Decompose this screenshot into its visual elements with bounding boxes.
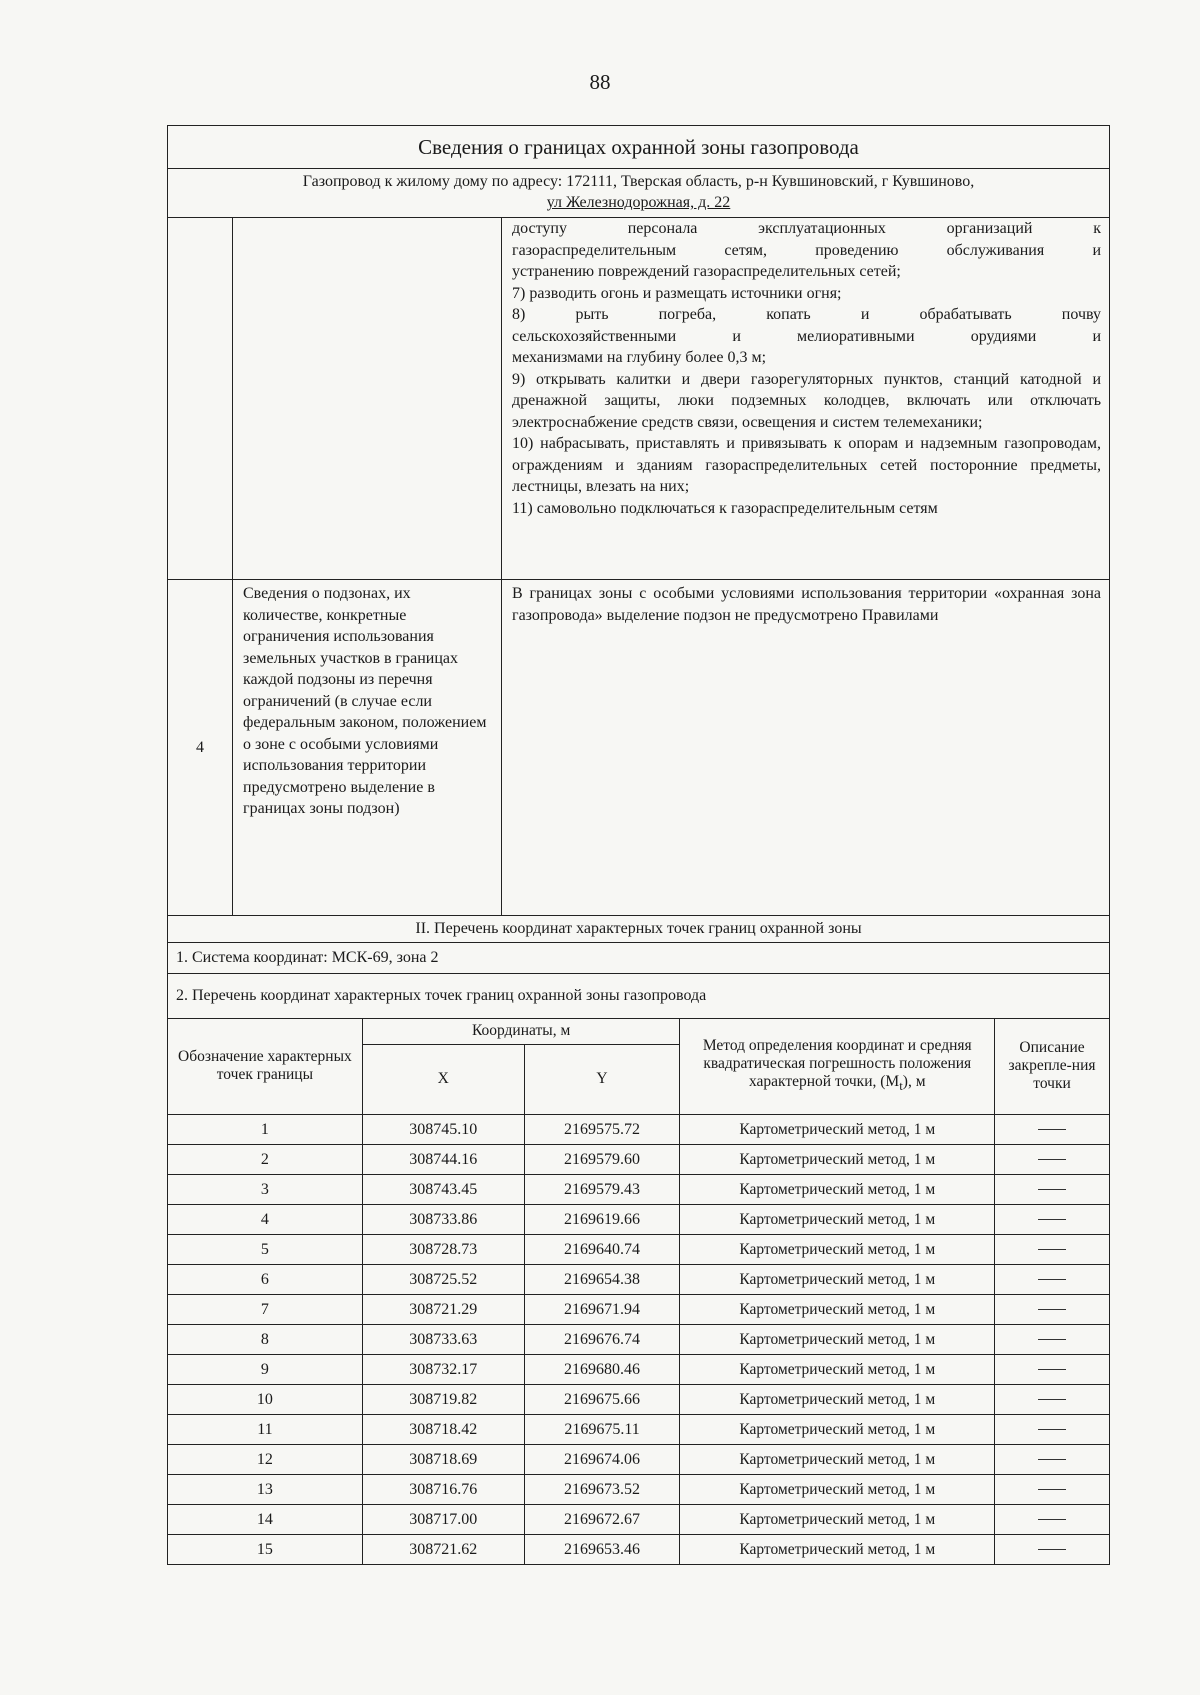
coordinate-system: 1. Система координат: МСК-69, зона 2 (168, 943, 1110, 974)
x-coordinate-cell: 308718.69 (362, 1444, 524, 1474)
table-row (168, 1414, 1110, 1444)
y-coordinate-cell: 2169619.66 (524, 1204, 680, 1234)
description-cell (995, 1174, 1110, 1204)
x-coordinate-cell: 308743.45 (362, 1174, 524, 1204)
header-coords: Координаты, м (362, 1018, 680, 1044)
dash-mark (1038, 1309, 1066, 1310)
x-coordinate-cell: 308716.76 (362, 1474, 524, 1504)
dash-mark (1038, 1279, 1066, 1280)
header-description: Описание закрепле-ния точки (995, 1018, 1110, 1114)
method-cell: Картометрический метод, 1 м (680, 1174, 995, 1204)
dash-mark (1038, 1399, 1066, 1400)
table-row (168, 1384, 1110, 1414)
table-row (168, 1474, 1110, 1504)
dash-mark (1038, 1159, 1066, 1160)
method-cell: Картометрический метод, 1 м (680, 1354, 995, 1384)
x-coordinate-cell: 308733.63 (362, 1324, 524, 1354)
point-number-cell: 5 (168, 1234, 363, 1264)
y-coordinate-cell: 2169675.11 (524, 1414, 680, 1444)
document-title: Сведения о границах охранной зоны газопровода (168, 126, 1110, 169)
point-number-cell: 9 (168, 1354, 363, 1384)
subzones-row-name: Сведения о подзонах, их количестве, конкретные ограничения использования земельных участков в границах каждой подзоны из перечня ограничений (в случае если федеральным законом, положением о зоне с особыми условиями использования территории предусмотрено выделение в границах зоны подзон) (233, 580, 502, 916)
table-row (168, 1534, 1110, 1564)
header-point: Обозначение характерных точек границы (168, 1018, 363, 1114)
coordinates-list-title: 2. Перечень координат характерных точек границ охранной зоны газопровода (168, 974, 1110, 1019)
method-cell: Картометрический метод, 1 м (680, 1474, 995, 1504)
description-cell (995, 1234, 1110, 1264)
method-cell: Картометрический метод, 1 м (680, 1384, 995, 1414)
method-cell: Картометрический метод, 1 м (680, 1534, 995, 1564)
table-row (168, 1324, 1110, 1354)
object-title-line2: ул Железнодорожная, д. 22 (546, 194, 731, 211)
restriction-item-10: 10) набрасывать, приставлять и привязывать к опорам и надземным газопроводам, ограждениям и зданиям газораспределительных сетей посторонние предметы, лестницы, влезать на них; (512, 435, 1101, 495)
method-cell: Картометрический метод, 1 м (680, 1324, 995, 1354)
dash-mark (1038, 1189, 1066, 1190)
restriction-line: устранению повреждений газораспределительных сетей; (512, 263, 901, 280)
description-cell (995, 1354, 1110, 1384)
x-coordinate-cell: 308718.42 (362, 1414, 524, 1444)
point-number-cell: 6 (168, 1264, 363, 1294)
x-coordinate-cell: 308732.17 (362, 1354, 524, 1384)
table-row (168, 1114, 1110, 1144)
description-cell (995, 1384, 1110, 1414)
dash-mark (1038, 1429, 1066, 1430)
dash-mark (1038, 1519, 1066, 1520)
point-number-cell: 11 (168, 1414, 363, 1444)
restriction-item-9: 9) открывать калитки и двери газорегуляторных пунктов, станций катодной и дренажной защиты, люки подземных колодцев, включать или отключать электроснабжение средств связи, освещения и систем телемеханики; (512, 370, 1101, 431)
restrictions-row-name (233, 218, 502, 580)
method-cell: Картометрический метод, 1 м (680, 1504, 995, 1534)
dash-mark (1038, 1489, 1066, 1490)
method-cell: Картометрический метод, 1 м (680, 1264, 995, 1294)
description-cell (995, 1534, 1110, 1564)
dash-mark (1038, 1219, 1066, 1220)
method-cell: Картометрический метод, 1 м (680, 1114, 995, 1144)
description-cell (995, 1264, 1110, 1294)
section-2-title: II. Перечень координат характерных точек границ охранной зоны (168, 916, 1110, 943)
dash-mark (1038, 1549, 1066, 1550)
description-cell (995, 1144, 1110, 1174)
dash-mark (1038, 1459, 1066, 1460)
description-cell (995, 1414, 1110, 1444)
x-coordinate-cell: 308745.10 (362, 1114, 524, 1144)
object-title (168, 169, 1110, 218)
restriction-line: газораспределительным сетям, проведению обслуживания и (512, 241, 1101, 259)
restriction-line: доступу персонала эксплуатационных организаций к (512, 220, 1101, 237)
restriction-item-11: 11) самовольно подключаться к газораспределительным сетям (512, 499, 938, 517)
y-coordinate-cell: 2169674.06 (524, 1444, 680, 1474)
restrictions-row-value (502, 218, 1110, 580)
method-cell: Картометрический метод, 1 м (680, 1144, 995, 1174)
method-cell: Картометрический метод, 1 м (680, 1444, 995, 1474)
page-number: 88 (589, 70, 611, 94)
x-coordinate-cell: 308733.86 (362, 1204, 524, 1234)
x-coordinate-cell: 308721.62 (362, 1534, 524, 1564)
dash-mark (1038, 1129, 1066, 1130)
y-coordinate-cell: 2169640.74 (524, 1234, 680, 1264)
restrictions-row-number (168, 218, 233, 580)
method-cell: Картометрический метод, 1 м (680, 1234, 995, 1264)
point-number-cell: 4 (168, 1204, 363, 1234)
y-coordinate-cell: 2169575.72 (524, 1114, 680, 1144)
subzones-row-value: В границах зоны с особыми условиями использования территории «охранная зона газопровода» выделение подзон не предусмотрено Правилами (502, 580, 1110, 916)
x-coordinate-cell: 308744.16 (362, 1144, 524, 1174)
description-cell (995, 1204, 1110, 1234)
point-number-cell: 15 (168, 1534, 363, 1564)
table-row (168, 1444, 1110, 1474)
point-number-cell: 1 (168, 1114, 363, 1144)
point-number-cell: 13 (168, 1474, 363, 1504)
description-cell (995, 1114, 1110, 1144)
restriction-item-8-line: 8) рыть погреба, копать и обрабатывать почву (512, 306, 1101, 323)
y-coordinate-cell: 2169654.38 (524, 1264, 680, 1294)
description-cell (995, 1324, 1110, 1354)
method-cell: Картометрический метод, 1 м (680, 1414, 995, 1444)
x-coordinate-cell: 308721.29 (362, 1294, 524, 1324)
header-method (680, 1018, 995, 1114)
y-coordinate-cell: 2169653.46 (524, 1534, 680, 1564)
y-coordinate-cell: 2169579.60 (524, 1144, 680, 1174)
point-number-cell: 8 (168, 1324, 363, 1354)
zone-info-table (167, 125, 1110, 1019)
x-coordinate-cell: 308719.82 (362, 1384, 524, 1414)
table-row (168, 1504, 1110, 1534)
table-row (168, 1354, 1110, 1384)
x-coordinate-cell: 308717.00 (362, 1504, 524, 1534)
description-cell (995, 1474, 1110, 1504)
table-row (168, 1294, 1110, 1324)
header-method-text: Метод определения координат и средняя квадратическая погрешность положения характерной точки, (M (702, 1036, 972, 1090)
method-cell: Картометрический метод, 1 м (680, 1294, 995, 1324)
dash-mark (1038, 1369, 1066, 1370)
dash-mark (1038, 1249, 1066, 1250)
x-coordinate-cell: 308728.73 (362, 1234, 524, 1264)
point-number-cell: 2 (168, 1144, 363, 1174)
table-row (168, 1234, 1110, 1264)
restriction-item-7: 7) разводить огонь и размещать источники огня; (512, 284, 842, 302)
point-number-cell: 7 (168, 1294, 363, 1324)
x-coordinate-cell: 308725.52 (362, 1264, 524, 1294)
header-y: Y (524, 1044, 680, 1114)
table-row (168, 1264, 1110, 1294)
header-method-sub: t (899, 1078, 903, 1094)
y-coordinate-cell: 2169675.66 (524, 1384, 680, 1414)
point-number-cell: 10 (168, 1384, 363, 1414)
method-cell: Картометрический метод, 1 м (680, 1204, 995, 1234)
dash-mark (1038, 1339, 1066, 1340)
restriction-item-8-line: механизмами на глубину более 0,3 м; (512, 349, 767, 366)
y-coordinate-cell: 2169680.46 (524, 1354, 680, 1384)
restriction-item-8-line: сельскохозяйственными и мелиоративными орудиями и (512, 327, 1101, 345)
coordinates-table (167, 1018, 1110, 1565)
point-number-cell: 12 (168, 1444, 363, 1474)
description-cell (995, 1294, 1110, 1324)
y-coordinate-cell: 2169676.74 (524, 1324, 680, 1354)
y-coordinate-cell: 2169673.52 (524, 1474, 680, 1504)
table-row (168, 1204, 1110, 1234)
y-coordinate-cell: 2169672.67 (524, 1504, 680, 1534)
description-cell (995, 1444, 1110, 1474)
description-cell (995, 1504, 1110, 1534)
point-number-cell: 3 (168, 1174, 363, 1204)
point-number-cell: 14 (168, 1504, 363, 1534)
y-coordinate-cell: 2169671.94 (524, 1294, 680, 1324)
object-title-line1: Газопровод к жилому дому по адресу: 172111, Тверская область, р-н Кувшиновский, г Кувшиново, (302, 173, 975, 190)
document-body (167, 125, 1110, 1565)
coordinates-table-body (168, 1114, 1110, 1564)
header-x: X (362, 1044, 524, 1114)
subzones-row-number: 4 (168, 580, 233, 916)
table-row (168, 1174, 1110, 1204)
table-row (168, 1144, 1110, 1174)
header-method-unit: ), м (902, 1072, 926, 1090)
y-coordinate-cell: 2169579.43 (524, 1174, 680, 1204)
